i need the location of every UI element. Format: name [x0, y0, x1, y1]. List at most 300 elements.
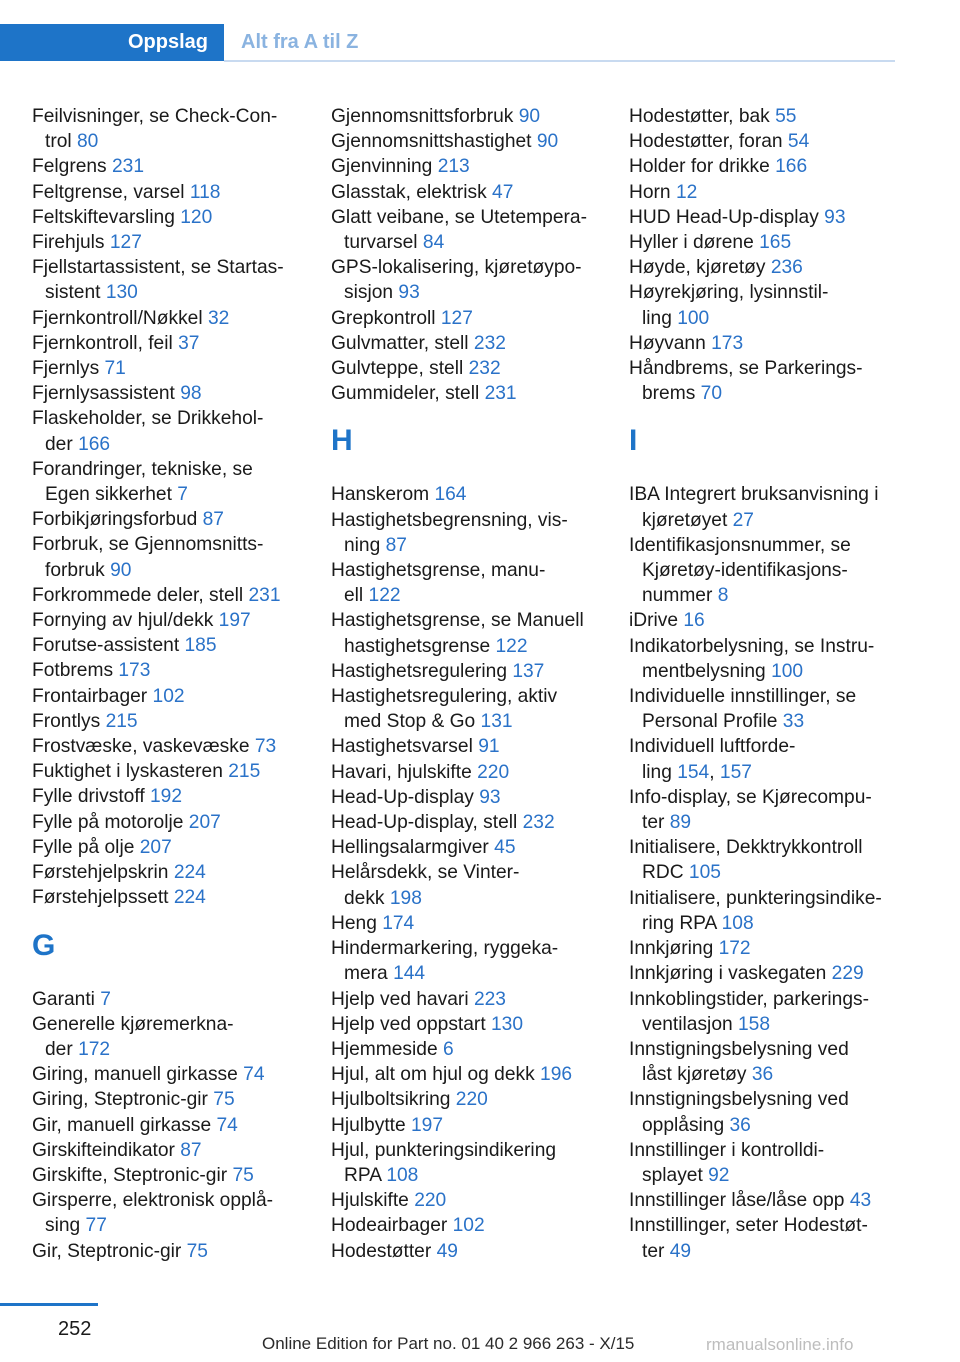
page-link[interactable]: 207 [139, 836, 172, 858]
index-entry [32, 205, 317, 230]
entry-term: Hjul, punkteringsindikering [331, 1139, 557, 1161]
entry-term: Glatt veibane, se Utetempera- [331, 206, 587, 228]
page-link[interactable]: 130 [491, 1013, 524, 1035]
index-entry [32, 532, 317, 582]
entry-term: Frontlys [32, 710, 101, 732]
page-link[interactable]: 43 [849, 1190, 872, 1212]
index-entry [32, 608, 317, 633]
index-entry [629, 1138, 904, 1188]
page-link[interactable]: 33 [782, 711, 805, 733]
page-link[interactable]: 74 [243, 1064, 265, 1086]
entry-term: Førstehjelpssett [32, 887, 169, 909]
entry-term: låst kjøretøy [642, 1064, 747, 1086]
entry-term: Holder for drikke [629, 156, 770, 178]
entry-term: Innkjøring [629, 938, 714, 960]
entry-term: Hastighetsgrense, manu- [331, 560, 546, 582]
entry-term: Innstigningsbelysning ved [629, 1089, 849, 1111]
page-link[interactable]: 154 [677, 761, 710, 783]
page-link[interactable]: 16 [683, 610, 705, 632]
page-link[interactable]: 220 [477, 761, 510, 783]
page-link[interactable]: 100 [677, 307, 710, 329]
page-link[interactable]: 197 [411, 1114, 444, 1136]
entry-term: Generelle kjøremerkna- [32, 1013, 234, 1035]
page-link[interactable]: 127 [440, 307, 473, 329]
page-link[interactable]: 45 [494, 837, 516, 859]
entry-term: Gulvmatter, stell [331, 332, 469, 354]
index-entry [32, 810, 317, 835]
entry-term: Felgrens [32, 156, 107, 178]
index-entry [32, 306, 317, 331]
page-link[interactable]: 157 [719, 761, 752, 783]
index-entry [629, 180, 904, 205]
index-entry [32, 1087, 317, 1112]
index-entry [32, 457, 317, 507]
index-entry [629, 255, 904, 280]
entry-term: Fuktighet i lyskasteren [32, 761, 223, 783]
entry-term: brems [642, 383, 696, 405]
entry-term: Fylle på motorolje [32, 811, 184, 833]
entry-term: med Stop & Go [344, 711, 476, 733]
entry-term: Hodeairbager [331, 1215, 448, 1237]
entry-term: Info-display, se Kjørecompu- [629, 786, 872, 808]
page-link[interactable]: 236 [770, 257, 803, 279]
page-link[interactable]: 75 [232, 1164, 254, 1186]
entry-term: Giring, manuell girkasse [32, 1064, 238, 1086]
entry-term: Forandringer, tekniske, se [32, 458, 253, 480]
index-entry [331, 835, 616, 860]
entry-term: Hastighetsregulering [331, 660, 507, 682]
page-link[interactable]: 74 [216, 1114, 238, 1136]
entry-term: Fjernkontroll/Nøkkel [32, 307, 203, 329]
entry-term: Individuelle innstillinger, se [629, 686, 857, 708]
index-entry [32, 154, 317, 179]
entry-term: Hastighetsgrense, se Manuell [331, 610, 584, 632]
entry-term: Håndbrems, se Parkerings- [629, 358, 863, 380]
entry-term: Hjelp ved havari [331, 988, 469, 1010]
index-entry [331, 760, 616, 785]
entry-term: Identifikasjonsnummer, se [629, 534, 851, 556]
entry-term: Hastighetsbegrensning, vis- [331, 509, 568, 531]
entry-term: Gjennomsnittsforbruk [331, 106, 514, 127]
entry-term: forbruk [45, 559, 105, 581]
page-link[interactable]: 87 [385, 534, 407, 556]
index-entry [32, 381, 317, 406]
entry-term: RPA [344, 1164, 381, 1186]
index-entry [32, 104, 317, 154]
entry-term: Forkrommede deler, stell [32, 584, 244, 606]
index-column-1 [32, 104, 317, 1264]
index-entry [32, 1113, 317, 1138]
page-link[interactable]: 173 [118, 660, 151, 682]
index-entry [32, 356, 317, 381]
page-link[interactable]: 198 [389, 887, 422, 909]
page-link[interactable]: 173 [711, 332, 744, 354]
entry-term: Høyvann [629, 332, 706, 354]
entry-term: Feilvisninger, se Check-Con- [32, 106, 278, 127]
entry-term: Fylle på olje [32, 836, 135, 858]
page-link[interactable]: 84 [422, 232, 445, 254]
page-link[interactable]: 174 [382, 912, 415, 934]
page-link[interactable]: 37 [178, 332, 200, 354]
entry-term: mera [344, 963, 388, 985]
entry-term: Innkjøring i vaskegaten [629, 963, 827, 985]
page-link[interactable]: 73 [254, 736, 277, 758]
entry-term: der [45, 1038, 73, 1060]
entry-term: Hodestøtter, bak [629, 106, 770, 127]
entry-term: mentbelysning [642, 660, 766, 682]
index-entry [331, 205, 616, 255]
page-link[interactable]: 172 [78, 1038, 111, 1060]
page-link[interactable]: 108 [721, 912, 754, 934]
entry-term: sisjon [344, 282, 394, 304]
page-link[interactable]: 7 [100, 988, 111, 1010]
entry-term: Forutse-assistent [32, 635, 180, 657]
page-link[interactable]: 166 [78, 433, 111, 455]
page-link[interactable]: 89 [669, 812, 692, 834]
page-link[interactable]: 105 [688, 862, 721, 884]
index-entry [331, 608, 616, 658]
entry-term: ning [344, 534, 381, 556]
page-link[interactable]: 70 [700, 383, 722, 405]
entry-term: Innstigningsbelysning ved [629, 1038, 849, 1060]
entry-term: GPS-lokalisering, kjøretøypo- [331, 257, 582, 279]
entry-term: Indikatorbelysning, se Instru- [629, 635, 875, 657]
entry-term: Girskifte, Steptronic-gir [32, 1164, 228, 1186]
index-entry [331, 734, 616, 759]
entry-term: Heng [331, 912, 377, 934]
page-number: 252 [58, 1318, 92, 1340]
index-entry [331, 1037, 616, 1062]
page-link[interactable]: 220 [455, 1089, 488, 1111]
index-entry [331, 936, 616, 986]
page-link[interactable]: 93 [398, 282, 420, 304]
entry-term: ring RPA [642, 912, 717, 934]
entry-term: ter [642, 1240, 665, 1262]
index-entry [331, 180, 616, 205]
index-entry [331, 154, 616, 179]
index-entry [32, 684, 317, 709]
entry-term: der [45, 433, 73, 455]
page-link[interactable]: 192 [150, 786, 183, 808]
entry-term: Feltgrense, varsel [32, 181, 185, 203]
entry-term: opplåsing [642, 1114, 725, 1136]
page-link[interactable]: 196 [540, 1064, 573, 1086]
page-link[interactable]: 220 [414, 1190, 447, 1212]
entry-term: Personal Profile [642, 711, 778, 733]
index-entry [331, 1113, 616, 1138]
entry-term: Høyrekjøring, lysinnstil- [629, 282, 829, 304]
entry-term: Fjernlys [32, 358, 100, 380]
page-link[interactable]: 100 [771, 660, 804, 682]
entry-term: Fjernkontroll, feil [32, 332, 173, 354]
index-entry [32, 1239, 317, 1264]
page-link[interactable]: 232 [468, 358, 501, 380]
entry-term: Gummideler, stell [331, 383, 480, 405]
index-entry [32, 860, 317, 885]
header-tabbar [0, 0, 895, 64]
index-entry [629, 886, 904, 936]
page-link[interactable]: 49 [436, 1240, 458, 1262]
entry-term: Hodestøtter [331, 1240, 432, 1262]
entry-term: RDC [642, 862, 684, 884]
section-letter: G [32, 928, 56, 962]
page-link[interactable]: 197 [218, 610, 251, 632]
index-entry [32, 406, 317, 456]
index-entry [331, 508, 616, 558]
index-entry [331, 1213, 616, 1238]
page-link[interactable]: 71 [104, 358, 126, 380]
index-entry [32, 507, 317, 532]
entry-term: Frostvæske, vaskevæske [32, 736, 250, 758]
page-link[interactable]: 91 [478, 736, 500, 758]
entry-term: ling [642, 761, 672, 783]
page-link[interactable]: 102 [452, 1215, 485, 1237]
page-link[interactable]: 231 [484, 383, 517, 405]
page-link[interactable]: 75 [213, 1089, 235, 1111]
index-entry [32, 658, 317, 683]
page-link[interactable]: 87 [202, 509, 224, 531]
index-entry [32, 709, 317, 734]
page-link[interactable]: 7 [177, 484, 188, 506]
tab-alt-fra-a-til-z[interactable]: Alt fra A til Z [224, 24, 895, 61]
page-link[interactable]: 36 [729, 1114, 751, 1136]
entry-term: Garanti [32, 988, 95, 1010]
index-entry [331, 911, 616, 936]
entry-term: Frontairbager [32, 685, 148, 707]
index-entry [629, 608, 904, 633]
page-link[interactable]: 92 [708, 1164, 730, 1186]
page-link[interactable]: 158 [738, 1013, 771, 1035]
entry-term: ling [642, 307, 672, 329]
entry-term: Initialisere, punkteringsindike- [629, 887, 882, 909]
index-entry [32, 1163, 317, 1188]
index-entry [629, 785, 904, 835]
page-link[interactable]: 54 [787, 131, 810, 153]
entry-term: Forbikjøringsforbud [32, 509, 198, 531]
page-link[interactable]: 87 [180, 1139, 202, 1161]
entry-term: Helårsdekk, se Vinter- [331, 862, 520, 884]
index-entry [331, 1138, 616, 1188]
entry-term: sing [45, 1215, 81, 1237]
entry-term: Hastighetsvarsel [331, 736, 473, 758]
index-column-2 [331, 104, 616, 1264]
page-link[interactable]: 232 [522, 812, 555, 834]
index-entry [331, 1062, 616, 1087]
entry-term: Grepkontroll [331, 307, 436, 329]
entry-term: Forbruk, se Gjennomsnitts- [32, 534, 264, 556]
entry-term: Flaskeholder, se Drikkehol- [32, 408, 264, 430]
page-link[interactable]: 27 [732, 509, 754, 531]
page-link[interactable]: 75 [186, 1240, 208, 1262]
page-link[interactable]: 172 [718, 938, 751, 960]
entry-term: kjøretøyet [642, 509, 728, 531]
page-link[interactable]: 223 [473, 988, 506, 1010]
page-link[interactable]: 8 [717, 585, 729, 607]
index-entry [32, 1138, 317, 1163]
entry-term: Gir, manuell girkasse [32, 1114, 212, 1136]
index-entry [629, 129, 904, 154]
index-entry [331, 558, 616, 608]
index-entry [331, 381, 616, 406]
entry-term: Hjelp ved oppstart [331, 1013, 486, 1035]
entry-term: Hodestøtter, foran [629, 131, 783, 153]
page-link[interactable]: 127 [109, 232, 142, 254]
page-link[interactable]: 231 [248, 584, 281, 606]
page-link[interactable]: 144 [393, 963, 426, 985]
entry-term: Egen sikkerhet [45, 484, 172, 506]
index-entry [32, 987, 317, 1012]
entry-term: Hellingsalarmgiver [331, 837, 489, 859]
entry-term: Høyde, kjøretøy [629, 257, 766, 279]
index-entry [32, 835, 317, 860]
page-link[interactable]: 224 [173, 862, 206, 884]
entry-term: Fjernlysassistent [32, 383, 175, 405]
entry-term: Giring, Steptronic-gir [32, 1089, 208, 1111]
index-entry [629, 154, 904, 179]
page-link[interactable]: 108 [386, 1164, 419, 1186]
page-link[interactable]: 36 [751, 1064, 774, 1086]
page-link[interactable]: 137 [512, 660, 545, 682]
entry-term: Innstillinger, seter Hodestøt- [629, 1215, 868, 1237]
entry-term: Feltskiftevarsling [32, 206, 175, 228]
entry-term: IBA Integrert bruksanvisning i [629, 484, 879, 506]
index-entry [629, 331, 904, 356]
page-link[interactable]: 98 [180, 383, 202, 405]
entry-term: dekk [344, 887, 385, 909]
index-entry [331, 684, 616, 734]
entry-term: HUD Head-Up-display [629, 206, 819, 228]
index-entry [32, 784, 317, 809]
tab-underline [224, 60, 895, 62]
footer-rule [0, 1303, 98, 1306]
page-link[interactable]: 215 [105, 710, 138, 732]
entry-term: Gjennomsnittshastighet [331, 131, 532, 153]
page-link[interactable]: 131 [480, 711, 513, 733]
page-link[interactable]: 12 [675, 181, 698, 203]
entry-term: ell [344, 585, 364, 607]
page-link[interactable]: 90 [536, 131, 559, 153]
index-entry [32, 255, 317, 305]
page-link[interactable]: 166 [775, 156, 808, 178]
entry-term: Havari, hjulskifte [331, 761, 472, 783]
page-link[interactable]: 122 [495, 635, 528, 657]
entry-term: Fjellstartassistent, se Startas- [32, 257, 284, 279]
page-link[interactable]: 55 [775, 106, 797, 127]
page-link[interactable]: 118 [189, 181, 221, 203]
entry-term: Hjul, alt om hjul og dekk [331, 1064, 535, 1086]
index-entry [32, 230, 317, 255]
page-link[interactable]: 102 [152, 685, 185, 707]
index-entry [32, 331, 317, 356]
index-entry [331, 104, 616, 129]
entry-term: Fornying av hjul/dekk [32, 610, 214, 632]
index-entry [629, 1188, 904, 1213]
page-link[interactable]: 215 [228, 761, 261, 783]
index-entry [32, 583, 317, 608]
page-link[interactable]: 93 [824, 206, 846, 228]
page-link[interactable]: 77 [85, 1215, 107, 1237]
entry-term: Glasstak, elektrisk [331, 181, 487, 203]
index-entry [32, 180, 317, 205]
page-link[interactable]: 90 [110, 559, 132, 581]
page-link[interactable]: 165 [759, 232, 792, 254]
index-entry [331, 810, 616, 835]
page-link[interactable]: 80 [77, 131, 99, 153]
entry-term: Fylle drivstoff [32, 786, 145, 808]
page-link[interactable]: 93 [479, 786, 501, 808]
page-link[interactable]: 207 [188, 811, 221, 833]
entry-term: sistent [45, 282, 101, 304]
index-entry [331, 331, 616, 356]
index-entry [629, 280, 904, 330]
page-link[interactable]: 90 [518, 106, 541, 127]
entry-term: hastighetsgrense [344, 635, 491, 657]
entry-term: Hanskerom [331, 484, 430, 506]
page-link[interactable]: 32 [207, 307, 230, 329]
index-entry [629, 104, 904, 129]
page-link[interactable]: 47 [492, 181, 514, 203]
index-entry [629, 356, 904, 406]
page-link[interactable]: 49 [669, 1240, 692, 1262]
index-entry [629, 1037, 904, 1087]
index-entry [629, 684, 904, 734]
page-link[interactable]: 164 [434, 484, 467, 506]
entry-term: Firehjuls [32, 232, 105, 254]
index-entry [32, 759, 317, 784]
index-entry: Individuell luftforde- ling 154, 157 [629, 736, 796, 783]
entry-term: Head-Up-display [331, 786, 474, 808]
entry-term: iDrive [629, 610, 679, 632]
page-link[interactable]: 224 [173, 887, 206, 909]
entry-term: Girsperre, elektronisk opplå- [32, 1190, 274, 1212]
entry-term: Gulvteppe, stell [331, 358, 464, 380]
index-entry [331, 1087, 616, 1112]
page-link[interactable]: 122 [368, 585, 401, 607]
entry-term: Innkoblingstider, parkerings- [629, 988, 869, 1010]
index-entry [629, 634, 904, 684]
index-entry [331, 482, 616, 507]
page-link[interactable]: 232 [473, 332, 506, 354]
index-entry [629, 987, 904, 1037]
entry-term: Girskifteindikator [32, 1139, 175, 1161]
page-link[interactable]: 120 [180, 206, 213, 228]
entry-term: Hindermarkering, ryggeka- [331, 938, 559, 960]
index-entry [32, 633, 317, 658]
entry-term: Gjenvinning [331, 156, 433, 178]
index-entry [32, 1012, 317, 1062]
edition-note: Online Edition for Part no. 01 40 2 966 263 - X/15 [262, 1334, 635, 1353]
entry-term: trol [45, 131, 72, 153]
entry-term: Innstillinger låse/låse opp [629, 1190, 845, 1212]
page-link[interactable]: 130 [105, 282, 138, 304]
index-entry [629, 961, 904, 986]
entry-term: Head-Up-display, stell [331, 812, 518, 834]
page-link[interactable]: 229 [831, 963, 864, 985]
tab-oppslag[interactable]: Oppslag [0, 24, 224, 61]
entry-term: Gir, Steptronic-gir [32, 1240, 182, 1262]
index-entry [331, 1239, 616, 1264]
index-entry [32, 885, 317, 910]
index-column-3 [629, 104, 904, 1264]
page-link[interactable]: 213 [437, 156, 470, 178]
section-letter: H [331, 424, 353, 458]
entry-term: Individuell luftforde- [629, 736, 796, 758]
page-link[interactable]: 6 [442, 1038, 454, 1060]
page-link[interactable]: 185 [184, 635, 217, 657]
index-entry [331, 987, 616, 1012]
index-entry [331, 129, 616, 154]
page-link[interactable]: 231 [112, 156, 145, 178]
